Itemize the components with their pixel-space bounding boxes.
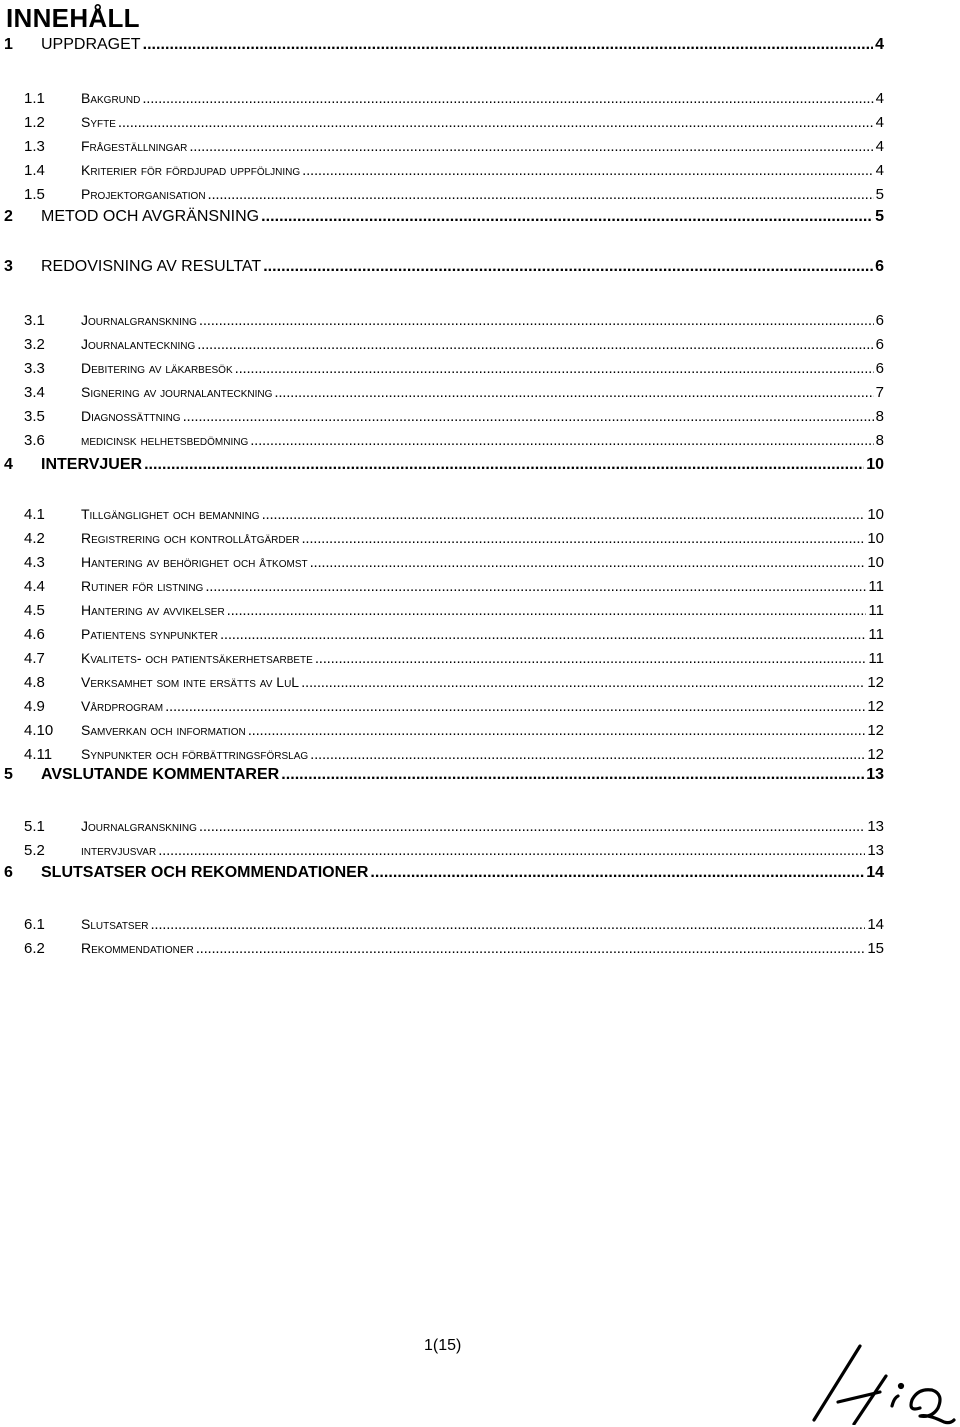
toc-entry[interactable] xyxy=(0,698,884,715)
toc-entry-label: Journalgranskning xyxy=(81,818,197,834)
toc-entry-leader xyxy=(144,456,864,474)
toc-entry-page: 6 xyxy=(875,336,884,353)
toc-entry-page: 15 xyxy=(867,940,884,957)
toc-entry-page: 13 xyxy=(867,842,884,859)
toc-entry[interactable] xyxy=(0,818,884,835)
toc-entry-leader xyxy=(227,602,867,619)
toc-entry-leader xyxy=(205,578,866,595)
toc-entry-label: SLUTSATSER OCH REKOMMENDATIONER xyxy=(41,864,369,881)
toc-entry-label: Kvalitets- och patientsäkerhetsarbete xyxy=(81,650,313,666)
toc-entry[interactable] xyxy=(0,384,884,401)
toc-entry-label: intervjusvar xyxy=(81,842,157,858)
toc-entry-label: Debitering av läkarbesök xyxy=(81,360,233,376)
toc-entry-page: 12 xyxy=(867,722,884,739)
toc-entry-label: Syfte xyxy=(81,114,116,130)
toc-entry-label: REDOVISNING AV RESULTAT xyxy=(41,258,262,275)
toc-entry-page: 10 xyxy=(867,530,884,547)
toc-entry[interactable] xyxy=(0,578,884,595)
toc-entry-number: 5 xyxy=(4,766,13,783)
toc-entry-leader xyxy=(183,408,874,425)
toc-entry-label: medicinsk helhetsbedömning xyxy=(81,432,249,448)
toc-entry-page: 8 xyxy=(875,432,884,449)
toc-entry-page: 11 xyxy=(868,626,884,643)
toc-entry-label: Diagnossättning xyxy=(81,408,181,424)
toc-entry-leader xyxy=(274,384,873,401)
toc-entry-leader xyxy=(196,940,866,957)
toc-entry-leader xyxy=(142,90,873,107)
toc-entry-leader xyxy=(158,842,865,859)
toc-entry-leader xyxy=(281,766,864,784)
toc-entry[interactable] xyxy=(0,90,884,107)
toc-entry-page: 10 xyxy=(867,554,884,571)
toc-entry-number: 5.2 xyxy=(24,842,45,859)
toc-entry-leader xyxy=(143,36,874,54)
toc-entry-leader xyxy=(263,258,873,276)
toc-entry-label: UPPDRAGET xyxy=(41,36,141,53)
toc-entry-label: Patientens synpunkter xyxy=(81,626,218,642)
toc-entry-label: Signering av journalanteckning xyxy=(81,384,273,400)
toc-entry-page: 14 xyxy=(866,864,884,881)
toc-entry[interactable] xyxy=(0,766,884,784)
toc-entry-label: Rekommendationer xyxy=(81,940,194,956)
toc-entry[interactable] xyxy=(0,336,884,353)
toc-entry-leader xyxy=(261,208,873,226)
toc-entry-leader xyxy=(301,674,865,691)
toc-entry-number: 6.1 xyxy=(24,916,45,933)
toc-entry[interactable] xyxy=(0,456,884,474)
toc-entry-page: 10 xyxy=(867,506,884,523)
toc-entry-page: 6 xyxy=(875,312,884,329)
toc-entry-number: 4 xyxy=(4,456,13,473)
toc-entry[interactable] xyxy=(0,722,884,739)
toc-entry-label: Registrering och kontrollåtgärder xyxy=(81,530,300,546)
toc-entry-leader xyxy=(199,818,865,835)
toc-entry[interactable] xyxy=(0,530,884,547)
toc-entry-number: 3 xyxy=(4,258,13,275)
hiq-logo xyxy=(808,1340,958,1425)
toc-entry-page: 6 xyxy=(875,360,884,377)
toc-entry-number: 4.11 xyxy=(24,746,53,763)
toc-entry-number: 1 xyxy=(4,36,13,53)
toc-entry-leader xyxy=(208,186,874,203)
toc-entry-page: 6 xyxy=(875,258,884,275)
toc-entry-page: 12 xyxy=(867,746,884,763)
toc-entry-leader xyxy=(118,114,874,131)
toc-entry-leader xyxy=(301,530,865,547)
toc-entry-label: INTERVJUER xyxy=(41,456,143,473)
toc-entry-page: 4 xyxy=(875,138,884,155)
toc-entry-label: Slutsatser xyxy=(81,916,149,932)
toc-entry-label: Hantering av avvikelser xyxy=(81,602,225,618)
toc-entry[interactable] xyxy=(0,602,884,619)
toc-entry-number: 4.6 xyxy=(24,626,45,643)
toc-entry[interactable] xyxy=(0,162,884,179)
toc-entry-leader xyxy=(151,916,866,933)
toc-entry-number: 3.4 xyxy=(24,384,45,401)
toc-entry-label: Verksamhet som inte ersätts av LuL xyxy=(81,674,300,690)
toc-entry[interactable] xyxy=(0,746,884,763)
toc-entry-number: 4.7 xyxy=(24,650,45,667)
toc-entry-page: 11 xyxy=(868,602,884,619)
toc-entry[interactable] xyxy=(0,408,884,425)
toc-entry-number: 3.6 xyxy=(24,432,45,449)
toc-entry-number: 4.2 xyxy=(24,530,45,547)
toc-entry[interactable] xyxy=(0,208,884,226)
toc-entry-leader xyxy=(165,698,865,715)
toc-entry-page: 11 xyxy=(868,578,884,595)
toc-entry-leader xyxy=(235,360,874,377)
toc-entry-number: 1.5 xyxy=(24,186,45,203)
toc-entry-page: 11 xyxy=(868,650,884,667)
toc-entry[interactable] xyxy=(0,258,884,276)
toc-entry-label: Hantering av behörighet och åtkomst xyxy=(81,554,308,570)
toc-entry-leader xyxy=(370,864,864,882)
toc-entry-number: 3.2 xyxy=(24,336,45,353)
toc-entry-number: 4.10 xyxy=(24,722,54,739)
toc-entry-label: Tillgänglighet och bemanning xyxy=(81,506,260,522)
toc-entry-page: 4 xyxy=(875,90,884,107)
toc-entry-number: 3.3 xyxy=(24,360,45,377)
toc-entry[interactable] xyxy=(0,360,884,377)
toc-entry[interactable] xyxy=(0,506,884,523)
toc-entry-number: 1.3 xyxy=(24,138,45,155)
toc-entry-label: Synpunkter och förbättringsförslag xyxy=(81,746,309,762)
toc-entry-leader xyxy=(197,336,873,353)
toc-entry[interactable] xyxy=(0,138,884,155)
toc-entry[interactable] xyxy=(0,650,884,667)
toc-entry[interactable] xyxy=(0,864,884,882)
toc-entry-page: 13 xyxy=(867,818,884,835)
toc-entry-leader xyxy=(262,506,866,523)
toc-entry-label: Rutiner för listning xyxy=(81,578,204,594)
toc-entry-page: 4 xyxy=(875,36,884,53)
toc-entry-number: 4.9 xyxy=(24,698,45,715)
toc-entry[interactable] xyxy=(0,36,884,54)
toc-entry-number: 4.4 xyxy=(24,578,45,595)
toc-entry-number: 4.1 xyxy=(24,506,45,523)
page-title: INNEHÅLL xyxy=(6,3,140,33)
toc-entry-leader xyxy=(220,626,866,643)
toc-entry-leader xyxy=(189,138,873,155)
toc-entry-label: Projektorganisation xyxy=(81,186,206,202)
toc-entry-number: 6.2 xyxy=(24,940,45,957)
toc-entry[interactable] xyxy=(0,186,884,203)
toc-entry-number: 5.1 xyxy=(24,818,45,835)
toc-entry-label: AVSLUTANDE KOMMENTARER xyxy=(41,766,280,783)
toc-entry[interactable] xyxy=(0,842,884,859)
toc-entry[interactable] xyxy=(0,554,884,571)
toc-entry[interactable] xyxy=(0,432,884,449)
toc-entry-number: 1.4 xyxy=(24,162,45,179)
toc-entry-page: 13 xyxy=(866,766,884,783)
toc-entry-label: Kriterier för fördjupad uppföljning xyxy=(81,162,301,178)
toc-entry-leader xyxy=(250,432,873,449)
toc-entry-label: Journalanteckning xyxy=(81,336,196,352)
toc-entry-number: 4.3 xyxy=(24,554,45,571)
toc-entry-leader xyxy=(199,312,874,329)
toc-entry-leader xyxy=(310,746,865,763)
toc-entry-label: METOD OCH AVGRÄNSNING xyxy=(41,208,260,225)
toc-entry-label: Frågeställningar xyxy=(81,138,188,154)
toc-entry-number: 4.5 xyxy=(24,602,45,619)
toc-entry-leader xyxy=(310,554,866,571)
toc-entry-leader xyxy=(248,722,866,739)
toc-entry-leader xyxy=(302,162,873,179)
toc-entry[interactable] xyxy=(0,312,884,329)
toc-entry-page: 8 xyxy=(875,408,884,425)
toc-entry[interactable] xyxy=(0,674,884,691)
toc-entry-number: 1.1 xyxy=(24,90,45,107)
toc-entry[interactable] xyxy=(0,940,884,957)
toc-entry-label: Vårdprogram xyxy=(81,698,164,714)
toc-entry[interactable] xyxy=(0,114,884,131)
toc-entry-number: 4.8 xyxy=(24,674,45,691)
toc-entry-page: 14 xyxy=(867,916,884,933)
toc-entry-page: 7 xyxy=(875,384,884,401)
toc-entry-number: 6 xyxy=(4,864,13,881)
toc-entry-number: 1.2 xyxy=(24,114,45,131)
toc-entry-number: 3.5 xyxy=(24,408,45,425)
toc-entry-page: 12 xyxy=(867,698,884,715)
toc-entry-label: Journalgranskning xyxy=(81,312,197,328)
toc-entry-label: Samverkan och information xyxy=(81,722,246,738)
toc-entry-page: 5 xyxy=(875,208,884,225)
toc-entry[interactable] xyxy=(0,626,884,643)
toc-entry-page: 4 xyxy=(875,162,884,179)
toc-entry[interactable] xyxy=(0,916,884,933)
toc-entry-leader xyxy=(315,650,867,667)
page-number: 1(15) xyxy=(424,1337,462,1354)
toc-entry-number: 2 xyxy=(4,208,13,225)
toc-entry-page: 5 xyxy=(875,186,884,203)
toc-entry-number: 3.1 xyxy=(24,312,45,329)
toc-entry-page: 10 xyxy=(866,456,884,473)
toc-entry-page: 12 xyxy=(867,674,884,691)
toc-entry-label: Bakgrund xyxy=(81,90,141,106)
toc-entry-page: 4 xyxy=(875,114,884,131)
